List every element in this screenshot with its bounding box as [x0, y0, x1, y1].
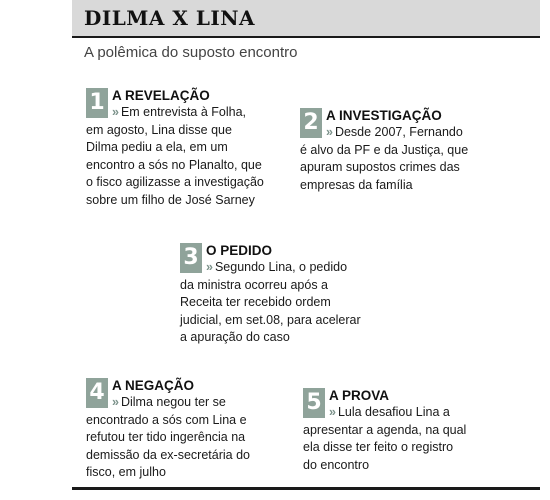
number-badge: 5 — [303, 388, 325, 418]
item-heading: O PEDIDO — [206, 243, 273, 258]
item-line: demissão da ex-secretária do — [86, 447, 250, 462]
arrow-icon: » — [326, 125, 330, 139]
item-line: em agosto, Lina disse que — [86, 122, 232, 137]
item-line: Desde 2007, Fernando — [334, 125, 463, 139]
number-badge: 3 — [180, 243, 202, 273]
item-body — [300, 124, 490, 194]
item-line: sobre um filho de José Sarney — [86, 192, 255, 207]
number-badge: 4 — [86, 378, 108, 408]
item-line: Receita ter recebido ordem — [180, 295, 331, 309]
item-line: é alvo da PF e da Justiça, que — [300, 142, 469, 157]
item-body — [303, 404, 493, 474]
item-body — [180, 259, 380, 347]
item-revelacao — [86, 88, 286, 208]
item-heading: A INVESTIGAÇÃO — [326, 108, 442, 123]
item-heading: A PROVA — [329, 388, 390, 403]
item-line: Segundo Lina, o pedido — [214, 260, 348, 274]
item-line: ela disse ter feito o registro — [303, 440, 454, 454]
number-badge: 1 — [86, 88, 108, 118]
item-line: Em entrevista à Folha, — [120, 105, 247, 119]
item-prova — [303, 388, 493, 478]
item-body — [86, 104, 286, 209]
item-line: Dilma negou ter se — [120, 395, 226, 409]
item-line: a apuração do caso — [180, 330, 290, 344]
item-line: encontrado a sós com Lina e — [86, 412, 247, 427]
item-heading: A REVELAÇÃO — [112, 88, 210, 103]
arrow-icon: » — [112, 105, 116, 119]
item-body — [86, 394, 286, 482]
item-line: apuram supostos crimes das — [300, 160, 460, 174]
item-line: refutou ter tido ingerência na — [86, 430, 246, 444]
item-line: Lula desafiou Lina a — [337, 405, 450, 419]
number-badge: 2 — [300, 108, 322, 138]
infographic-subtitle: A polêmica do suposto encontro — [84, 44, 298, 61]
item-investigacao — [300, 108, 490, 198]
item-line: da ministra ocorreu após a — [180, 277, 328, 292]
item-heading: A NEGAÇÃO — [112, 378, 195, 393]
item-negacao — [86, 378, 286, 483]
item-line: o fisco agilizasse a investigação — [86, 175, 264, 189]
infographic-title: DILMA X LINA — [84, 6, 256, 30]
arrow-icon: » — [329, 405, 333, 419]
item-line: judicial, em set.08, para acelerar — [180, 312, 361, 327]
item-pedido — [180, 243, 380, 348]
item-line: encontro a sós no Planalto, que — [86, 157, 262, 172]
item-line: fisco, em julho — [86, 465, 166, 479]
bottom-rule — [72, 487, 540, 490]
arrow-icon: » — [206, 260, 210, 274]
item-line: Dilma pediu a ela, em um — [86, 140, 228, 154]
arrow-icon: » — [112, 395, 116, 409]
item-line: empresas da família — [300, 177, 413, 192]
item-line: do encontro — [303, 457, 370, 472]
item-line: apresentar a agenda, na qual — [303, 422, 467, 437]
